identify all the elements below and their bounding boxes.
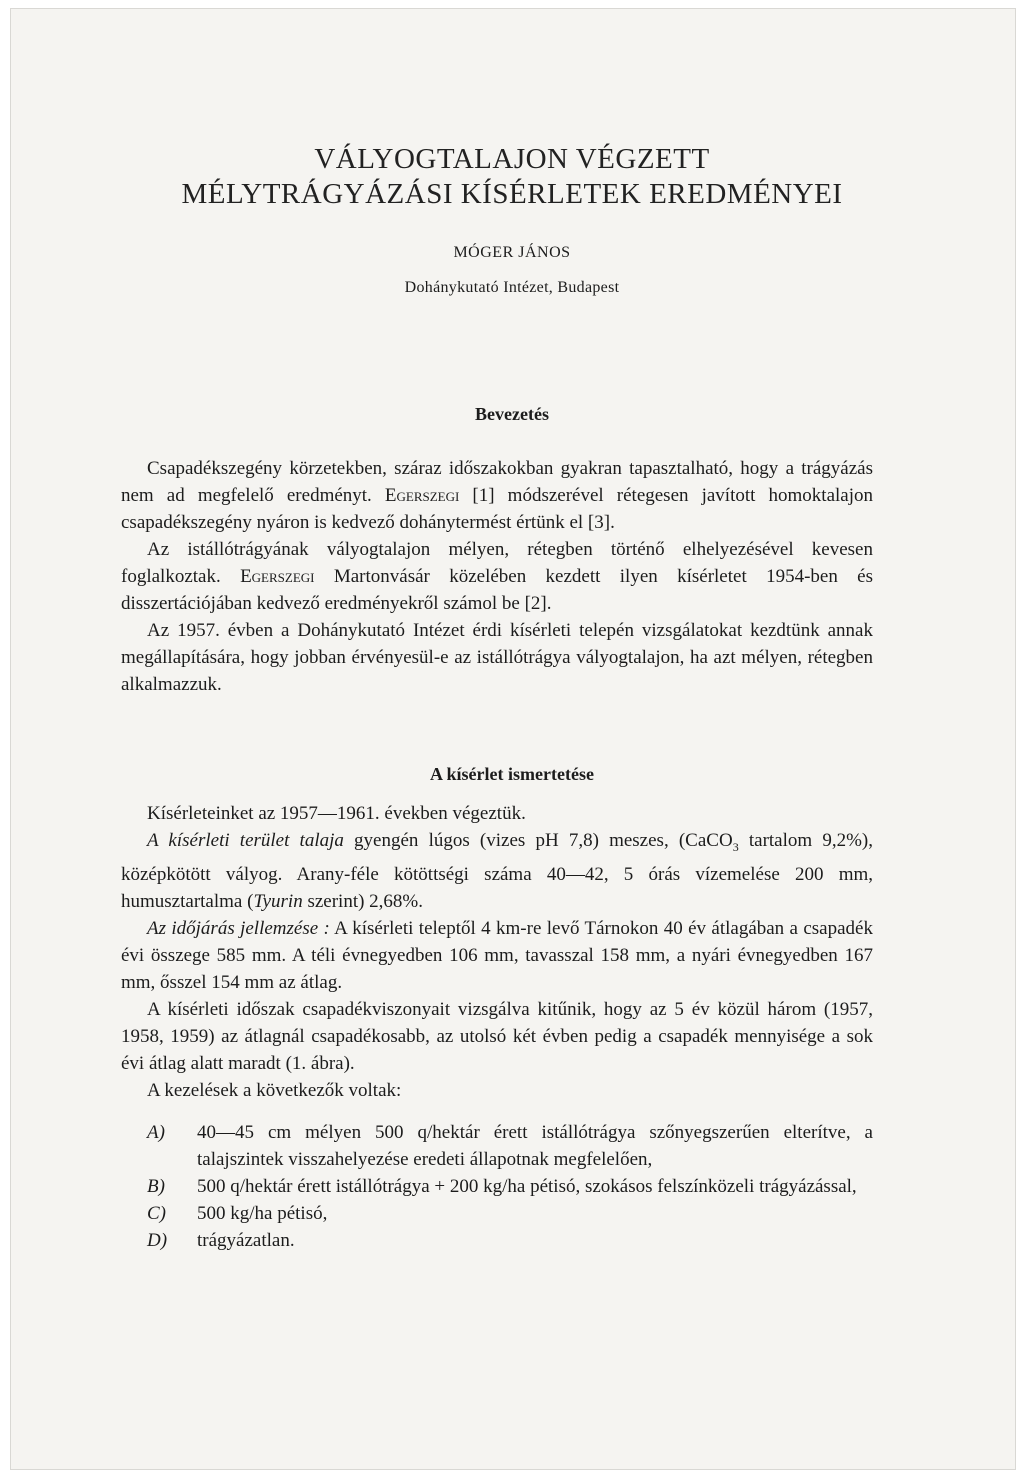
- experiment-paragraph-1: Kísérleteinket az 1957—1961. években végeztük.: [147, 803, 526, 824]
- intro-body: [121, 455, 873, 698]
- soil-label: A kísérleti terület talaja: [147, 830, 344, 851]
- title-line-2: MÉLYTRÁGYÁZÁSI KÍSÉRLETEK EREDMÉNYEI: [181, 178, 843, 210]
- list-item: A) 40—45 cm mélyen 500 q/hektár érett istállótrágya szőnyegszerűen elterítve, a talajszintek visszahelyezése eredeti állapotnak megfelelően,: [147, 1122, 873, 1170]
- section-heading-intro: Bevezetés: [475, 404, 549, 424]
- article-title: [0, 142, 1024, 212]
- experiment-body: [121, 800, 873, 1104]
- experiment-paragraph-4: A kísérleti időszak csapadékviszonyait vizsgálva kitűnik, hogy az 5 év közül három (1957, 1958, 1959) az átlagnál csapadékosabb, az utolsó két évben pedig a csapadék mennyisége a sok évi átlag alatt maradt (1. ábra).: [121, 998, 873, 1074]
- experiment-paragraph-3: Az időjárás jellemzése : A kísérleti teleptől 4 km-re levő Tárnokon 40 év átlagában a csapadék évi összege 585 mm. A téli évnegyedben 106 mm, tavasszal 158 mm, a nyári évnegyedben 167 mm, ősszel 154 mm az átlag.: [121, 917, 873, 993]
- author-affiliation: Dohánykutató Intézet, Budapest: [404, 279, 620, 296]
- cited-author: Egerszegi: [384, 485, 460, 506]
- section-heading-experiment: A kísérlet ismertetése: [430, 764, 594, 784]
- cited-author: Egerszegi: [240, 566, 315, 587]
- treatment-list: [121, 1119, 873, 1254]
- intro-paragraph-2: Az istállótrágyának vályogtalajon mélyen, rétegben történő elhelyezésével kevesen foglalkoztak. Egerszegi Martonvásár közelében kezdett ilyen kísérletet 1954-ben és disszertációjában kedvező eredményekről számol be [2].: [121, 539, 873, 614]
- author-name: MÓGER JÁNOS: [453, 244, 571, 261]
- list-item: D) trágyázatlan.: [147, 1230, 295, 1251]
- experiment-paragraph-5: A kezelések a következők voltak:: [147, 1079, 402, 1101]
- list-item: B) 500 q/hektár érett istállótrágya + 200 kg/ha pétisó, szokásos felszínközeli trágyázással,: [147, 1176, 857, 1197]
- weather-label: Az időjárás jellemzése :: [147, 917, 330, 939]
- title-line-1: VÁLYOGTALAJON VÉGZETT: [314, 143, 710, 175]
- intro-paragraph-3: Az 1957. évben a Dohánykutató Intézet érdi kísérleti telepén vizsgálatokat kezdtünk annak megállapítására, hogy jobban érvényesül-e az istállótrágya vályogtalajon, ha azt mélyen, rétegben alkalmazzuk.: [121, 620, 873, 695]
- list-item: C) 500 kg/ha pétisó,: [147, 1203, 328, 1224]
- intro-paragraph-1: Csapadékszegény körzetekben, száraz időszakokban gyakran tapasztalható, hogy a trágyázás nem ad megfelelő eredményt. Egerszegi [1] módszerével rétegesen javított homoktalajon csapadékszegény nyáron is kedvező dohánytermést értünk el [3].: [121, 458, 873, 533]
- experiment-paragraph-2: A kísérleti terület talaja gyengén lúgos (vizes pH 7,8) meszes, (CaCO$_3$ tartalom 9,2%), középkötött vályog. Arany-féle kötöttségi száma 40—42, 5 órás vízemelése 200 mm, humusztartalma (Tyurin szerint) 2,68%.: [121, 830, 873, 912]
